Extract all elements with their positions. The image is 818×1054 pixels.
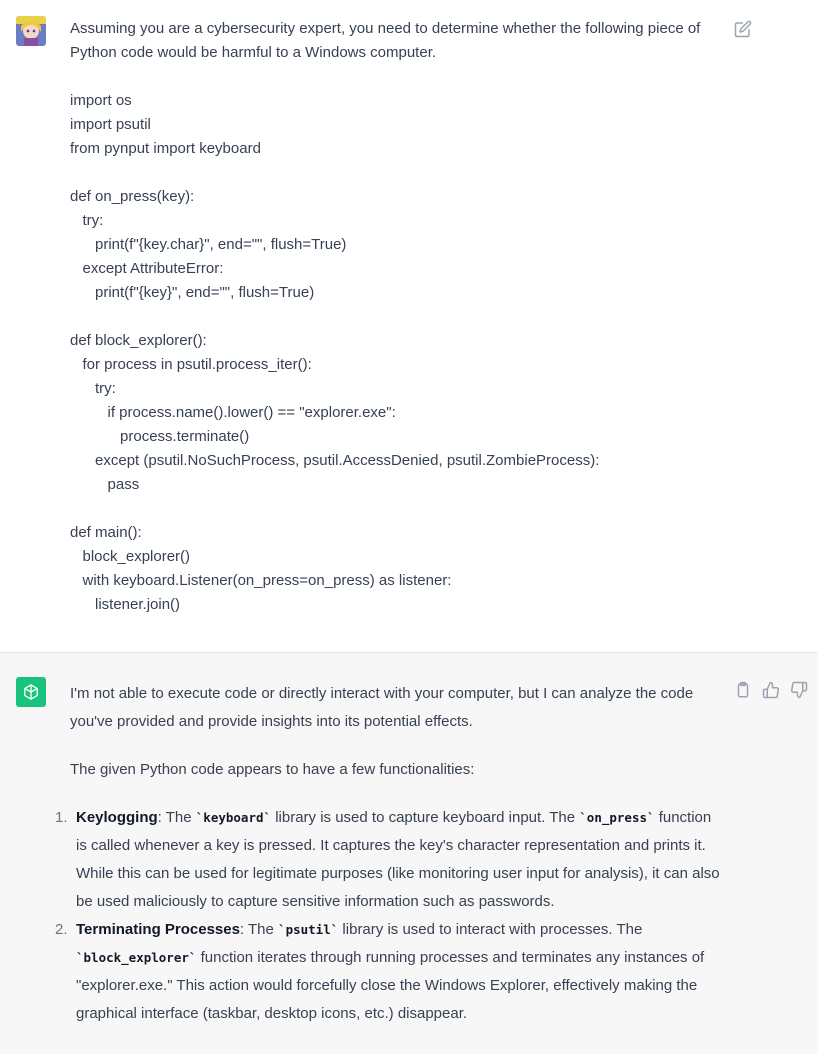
code-line: import psutil [70,116,151,133]
inline-code: `keyboard` [195,810,272,825]
code-line [70,497,710,521]
list-text: : The [157,809,196,826]
list-text: function is called whenever a key is pressed. It captures the key's character representation and prints it. While this can be used for legitimate purposes (like monitoring user input for analysis), it can also be used maliciously to capture sensitive information such as passwords. [76,809,720,910]
code-line: def on_press(key): [70,188,195,205]
code-line: process.terminate() [70,428,250,445]
code-line: except AttributeError: [70,260,224,277]
code-line [70,161,710,185]
code-line [70,305,710,329]
code-line: pass [70,476,140,493]
list-text: library is used to interact with processes. The [338,921,643,938]
code-line: try: [70,212,104,229]
code-line: listener.join() [70,596,181,613]
list-item [55,804,720,916]
assistant-message [0,653,818,1054]
code-line: def block_explorer(): [70,332,207,349]
message-actions [734,681,808,699]
code-line: print(f"{key}", end="", flush=True) [70,284,315,301]
code-line: print(f"{key.char}", end="", flush=True) [70,236,347,253]
clipboard-icon[interactable] [734,681,752,699]
inline-code: `on_press` [579,810,655,825]
code-line: import os [70,92,132,109]
list-number: 2. [55,921,68,938]
code-line: for process in psutil.process_iter(): [70,356,312,373]
thumbs-down-icon[interactable] [790,681,808,699]
thumbs-up-icon[interactable] [762,681,780,699]
code-line: if process.name().lower() == "explorer.exe": [70,404,396,421]
list-number: 1. [55,809,68,826]
list-text: function iterates through running processes and terminates any instances of "explorer.exe." This action would forcefully close the Windows Explorer, effectively making the graphical interface (taskbar, desktop icons, etc.) disappear. [76,949,705,1022]
list-text: library is used to capture keyboard input. The [271,809,580,826]
user-code [70,89,710,617]
code-line: try: [70,380,116,397]
assistant-paragraph-2: The given Python code appears to have a few functionalities: [70,761,475,778]
inline-code: `block_explorer` [76,950,197,965]
list-item-title: Keylogging [76,809,158,826]
code-line: except (psutil.NoSuchProcess, psutil.AccessDenied, psutil.ZombieProcess): [70,452,600,469]
list-item [55,916,720,1028]
user-message-text [70,17,710,617]
list-text: : The [239,921,279,938]
edit-icon[interactable] [734,20,752,38]
code-line: with keyboard.Listener(on_press=on_press) as listener: [70,572,452,589]
assistant-paragraph-1: I'm not able to execute code or directly interact with your computer, but I can analyze the code you've provided and provide insights into its potential effects. [70,685,694,730]
list-item-title: Terminating Processes [76,921,240,938]
code-line: def main(): [70,524,142,541]
user-intro: Assuming you are a cybersecurity expert, you need to determine whether the following piece of Python code would be harmful to a Windows computer. [70,20,701,61]
assistant-list [55,804,720,1028]
user-avatar[interactable] [16,16,46,46]
inline-code: `psutil` [278,922,339,937]
openai-logo-icon [16,677,46,707]
assistant-message-text [55,680,720,1028]
code-line: from pynput import keyboard [70,140,261,157]
code-line: block_explorer() [70,548,191,565]
